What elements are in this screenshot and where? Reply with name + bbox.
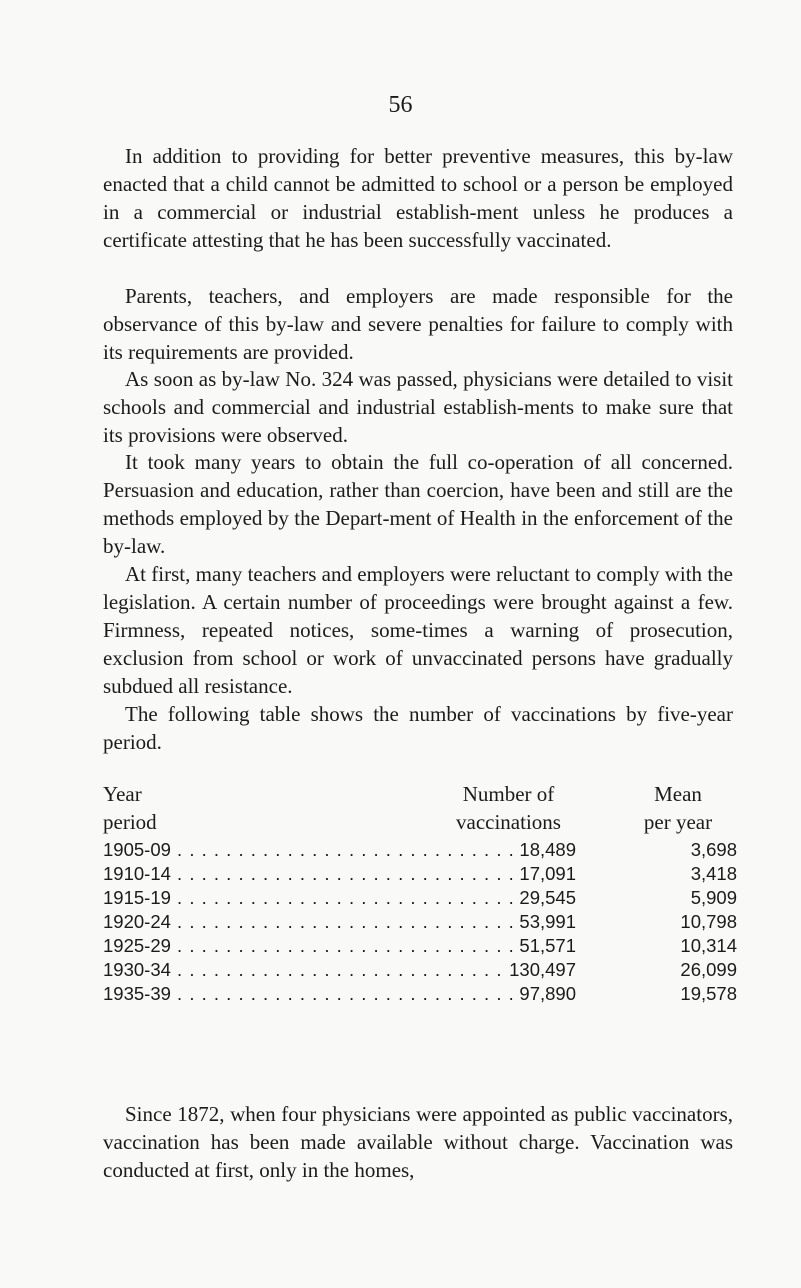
table-cell-period: 1915-19 . . .	[103, 886, 553, 910]
table-row	[103, 982, 737, 1006]
paragraph-bylaw-requirements: In addition to providing for better preventive measures, this by-law enacted that a child cannot be admitted to school or a person be employed in a commercial or industrial establish-ment unless he produces a certificate attesting that he has been successfully vaccinated.	[103, 144, 733, 252]
table-cell-mean: 3,698	[690, 839, 737, 860]
table-cell-period: 1925-29 . . .	[103, 934, 553, 958]
table-cell-period: 1935-39 . . .	[103, 982, 553, 1006]
vaccination-table	[103, 838, 737, 1006]
column-header-number-of-vaccinations	[456, 780, 561, 836]
paragraph-table-intro: The following table shows the number of vaccinations by five-year period.	[103, 702, 733, 754]
table-row	[103, 910, 737, 934]
table-cell-period: 1930-34 . . .	[103, 958, 553, 982]
table-row	[103, 838, 737, 862]
table-cell-period: 1905-09 . . .	[103, 838, 553, 862]
paragraph-public-vaccinators: Since 1872, when four physicians were appointed as public vaccinators, vaccination has been made available without charge. Vaccination was conducted at first, only in the homes,	[103, 1102, 733, 1182]
header-number-line2: vaccinations	[456, 810, 561, 834]
table-row	[103, 958, 737, 982]
table-row	[103, 934, 737, 958]
header-mean-line2: per year	[643, 810, 713, 834]
column-header-year-period	[103, 780, 157, 836]
paragraph-responsibility: Parents, teachers, and employers are made responsible for the observance of this by-law and severe penalties for failure to comply with its requirements are provided.	[103, 284, 733, 364]
table-cell-number: 18,489	[515, 838, 576, 862]
table-cell-number: 53,991	[515, 910, 576, 934]
table-cell-number: 17,091	[515, 862, 576, 886]
table-cell-mean: 19,578	[680, 983, 737, 1004]
paragraph-reluctance: At first, many teachers and employers were reluctant to comply with the legislation. A certain number of proceedings were brought against a few. Firmness, repeated notices, some-times a warning of prosecution, exclusion from school or work of unvaccinated persons have gradually subdued all resistance.	[103, 562, 733, 698]
table-cell-number: 97,890	[515, 982, 576, 1006]
header-number-line1: Number of	[462, 782, 555, 806]
table-cell-number: 51,571	[515, 934, 576, 958]
table-cell-mean: 10,798	[680, 911, 737, 932]
paragraph-cooperation: It took many years to obtain the full co-operation of all concerned. Persuasion and education, rather than coercion, have been and still are the methods employed by the Depart-ment of Health in the enforcement of the by-law.	[103, 450, 733, 558]
table-cell-number: 29,545	[515, 886, 576, 910]
table-cell-mean: 26,099	[680, 959, 737, 980]
header-mean-line1: Mean	[654, 782, 702, 806]
table-row	[103, 886, 737, 910]
page-number: 56	[388, 92, 413, 118]
header-year-line1: Year	[103, 782, 142, 806]
header-year-line2: period	[103, 810, 157, 834]
table-cell-period: 1920-24 . . .	[103, 910, 553, 934]
column-header-mean-per-year	[618, 780, 738, 836]
table-cell-number: 130,497	[505, 958, 576, 982]
table-cell-period: 1910-14 . . .	[103, 862, 553, 886]
table-row	[103, 862, 737, 886]
table-cell-mean: 3,418	[690, 863, 737, 884]
table-cell-mean: 5,909	[690, 887, 737, 908]
paragraph-inspections: As soon as by-law No. 324 was passed, physicians were detailed to visit schools and commercial and industrial establish-ments to make sure that its provisions were observed.	[103, 367, 733, 447]
table-cell-mean: 10,314	[680, 935, 737, 956]
